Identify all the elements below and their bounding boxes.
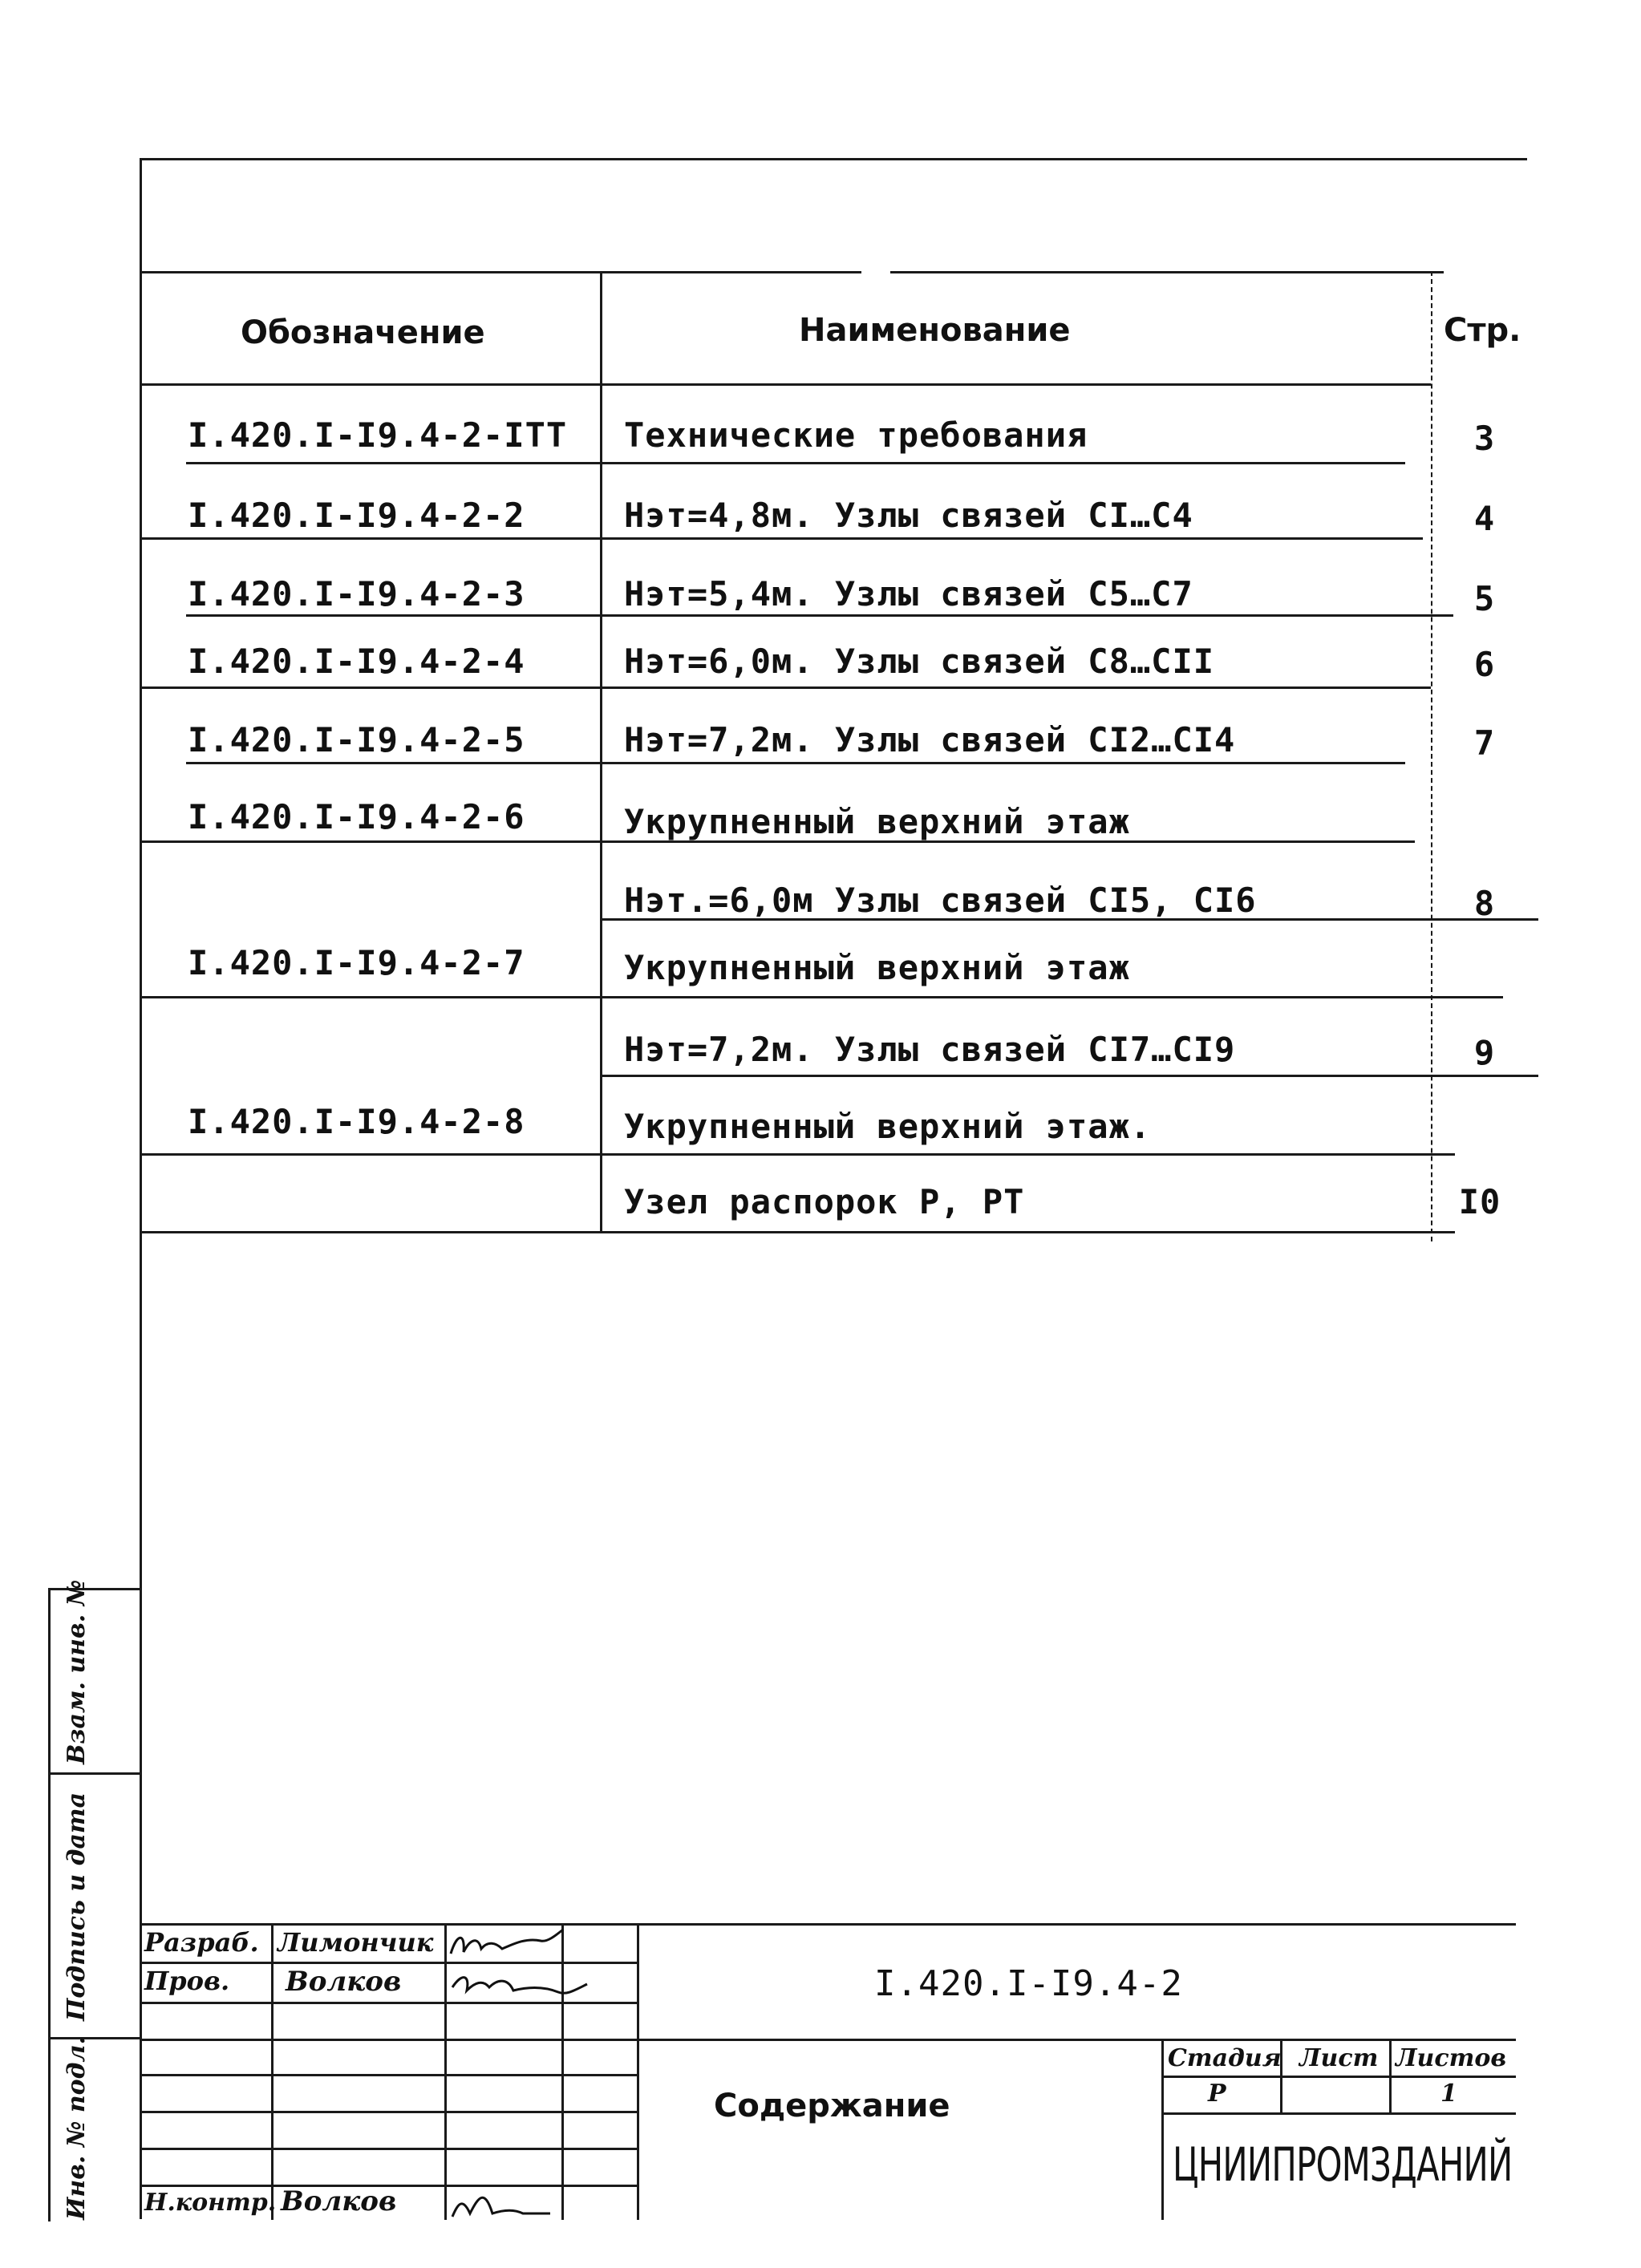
row-page: 5: [1473, 579, 1496, 618]
side-label-inv-no: Инв. № подл.: [63, 2036, 91, 2220]
row-line: [186, 762, 1405, 764]
table-column-separator-2: [1431, 271, 1432, 1241]
row-name: Нэт=7,2м. Узлы связей CI2…CI4: [624, 720, 1236, 759]
row-designation: I.420.I-I9.4-2-6: [188, 797, 525, 836]
title-block-column: [637, 1923, 639, 2220]
title-block-line: [140, 2039, 1516, 2041]
side-strip-line: [48, 1772, 140, 1775]
side-strip-outer-line: [48, 1588, 51, 2221]
table-top-line-right: [890, 271, 1444, 273]
title-block-line: [1161, 2076, 1516, 2078]
role-norm-control: Н.контр.: [144, 2189, 277, 2217]
table-top-line: [140, 271, 861, 273]
row-line: [140, 537, 1423, 540]
row-line: [186, 462, 1405, 464]
header-designation: Обозначение: [241, 314, 485, 351]
side-label-replaced-inv: Взам. инв. №: [63, 1579, 91, 1764]
row-name: Нэт=7,2м. Узлы связей CI7…CI9: [624, 1030, 1236, 1069]
row-page: 6: [1473, 645, 1496, 684]
row-name: Узел распорок Р, РТ: [624, 1182, 1025, 1221]
row-page: 9: [1473, 1033, 1496, 1072]
role-checked: Пров.: [144, 1966, 230, 1996]
table-column-separator-1: [600, 271, 602, 1233]
row-name: Нэт=6,0м. Узлы связей C8…CII: [624, 642, 1215, 681]
row-designation: I.420.I-I9.4-2-4: [188, 642, 525, 681]
row-designation: I.420.I-I9.4-2-2: [188, 496, 525, 535]
organization-name: ЦНИИПРОМЗДАНИЙ: [1173, 2137, 1513, 2192]
row-page: 8: [1473, 884, 1496, 923]
signature-developed: [446, 1925, 566, 1963]
row-designation: I.420.I-I9.4-2-5: [188, 720, 525, 759]
row-designation: I.420.I-I9.4-2-7: [188, 943, 525, 982]
row-name: Укрупненный верхний этаж: [624, 802, 1130, 841]
table-header-bottom-line: [140, 383, 1431, 386]
name-norm-control: Волков: [281, 2185, 397, 2217]
header-name: Наименование: [799, 312, 1071, 349]
side-label-signature-date: Подпись и дата: [63, 1792, 91, 2021]
title-block-line: [1161, 2112, 1516, 2115]
sheet-label: Лист: [1299, 2044, 1379, 2072]
row-line: [186, 614, 1453, 617]
row-line: [140, 1231, 1455, 1233]
row-name: Укрупненный верхний этаж: [624, 948, 1130, 987]
name-checked: Волков: [286, 1966, 402, 1998]
row-designation: I.420.I-I9.4-2-ITT: [188, 415, 568, 455]
row-name: Укрупненный верхний этаж.: [624, 1107, 1152, 1146]
document-title: Содержание: [714, 2088, 950, 2124]
row-line: [140, 686, 1431, 689]
sheets-value: 1: [1440, 2080, 1457, 2108]
row-designation: I.420.I-I9.4-2-3: [188, 574, 525, 614]
row-line: [140, 996, 1503, 998]
row-line: [140, 1153, 1455, 1156]
row-name: Технические требования: [624, 415, 1088, 455]
title-block-column: [1161, 2039, 1164, 2220]
row-designation: I.420.I-I9.4-2-8: [188, 1102, 525, 1141]
frame-top-border: [140, 158, 1527, 160]
name-developed: Лимончик: [278, 1927, 434, 1958]
row-page: 7: [1473, 723, 1496, 763]
row-page: 3: [1473, 419, 1496, 458]
document-code: I.420.I-I9.4-2: [874, 1963, 1183, 2004]
stage-label: Стадия: [1168, 2044, 1282, 2072]
row-name: Нэт=4,8м. Узлы связей CI…C4: [624, 496, 1193, 535]
stage-value: Р: [1208, 2080, 1226, 2108]
header-page: Стр.: [1444, 312, 1521, 349]
title-block-top-line: [140, 1923, 1516, 1926]
row-page: I0: [1458, 1182, 1501, 1221]
signature-checked: [446, 1963, 590, 2003]
row-page: 4: [1473, 499, 1496, 538]
sheets-label: Листов: [1396, 2044, 1507, 2072]
row-name: Нэт=5,4м. Узлы связей C5…C7: [624, 574, 1193, 614]
title-block-column: [1389, 2039, 1392, 2112]
title-block-column: [271, 1923, 274, 2220]
row-name: Нэт.=6,0м Узлы связей CI5, CI6: [624, 881, 1257, 920]
signature-norm-control: [446, 2181, 558, 2220]
frame-left-border: [140, 158, 142, 2219]
row-line: [600, 1075, 1538, 1077]
role-developed: Разраб.: [144, 1927, 259, 1958]
